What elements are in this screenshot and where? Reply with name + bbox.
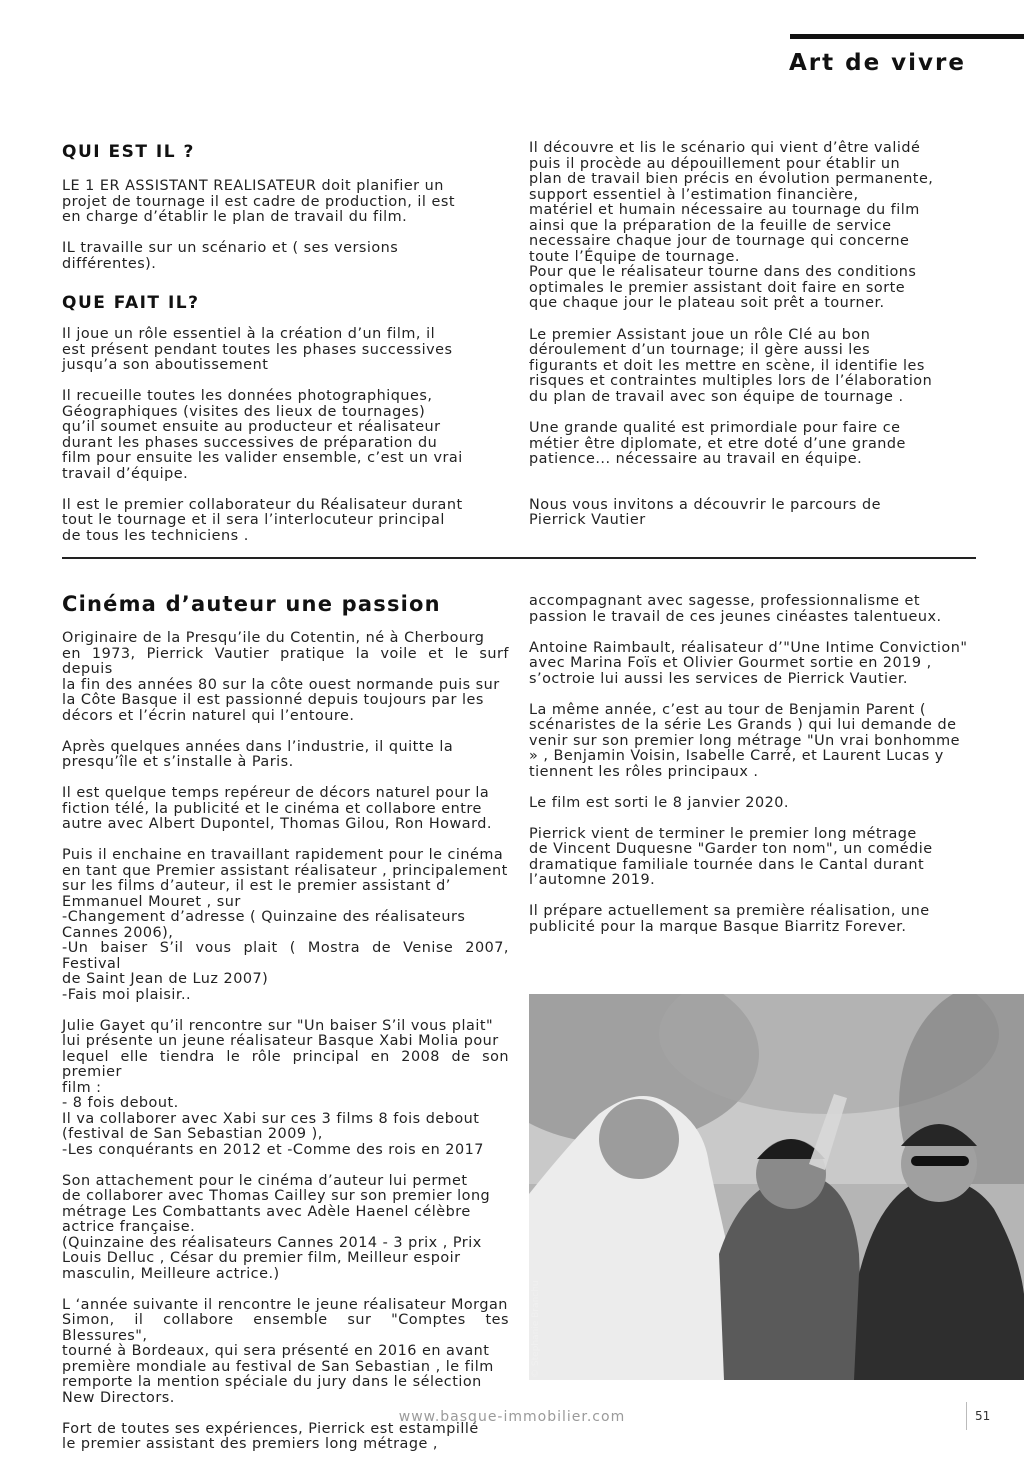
- paragraph: Puis il enchaine en travaillant rapidement pour le cinéma en tant que Premier assistant réalisateur , principalement sur les films d’auteur, il est le premier assistant d’ Emmanuel Mouret , sur -Changement d’adresse ( Quinzaine des réalisateurs Cannes 2006), -Un baiser S’il vous plait ( Mostra de Venise 2007, Festival de Saint Jean de Luz 2007) -Fais moi plaisir..: [62, 847, 509, 1003]
- paragraph: Après quelques années dans l’industrie, il quitte la presqu’île et s’installe à Paris.: [62, 738, 454, 770]
- paragraph: Il est quelque temps repéreur de décors naturel pour la fiction télé, la publicité et le cinéma et collabore entre autre avec Albert Dupontel, Thomas Gilou, Ron Howard.: [62, 785, 492, 832]
- article-right-column: [529, 594, 976, 951]
- paragraph: Il recueille toutes les données photographiques, Géographiques (visites des lieux de tournages) qu’il soumet ensuite au producteur et réalisateur durant les phases successives de préparation du film pour ensuite les valider ensemble, c’est un vrai travail d’équipe.: [62, 388, 463, 482]
- heading-que-fait-il: QUE FAIT IL?: [62, 293, 200, 313]
- paragraph: Son attachement pour le cinéma d’auteur lui permet de collaborer avec Thomas Cailley sur son premier long métrage Les Combattants avec Adèle Haenel célèbre actrice française. (Quinzaine des réalisateurs Cannes 2014 - 3 prix , Prix Louis Delluc , César du premier film, Meilleur espoir masculin, Meilleure actrice.): [62, 1172, 491, 1282]
- paragraph: accompagnant avec sagesse, professionnalisme et passion le travail de ces jeunes cinéastes talentueux.: [529, 593, 942, 625]
- article-left-column: [62, 631, 509, 1468]
- paragraph: Nous vous invitons a découvrir le parcours de Pierrick Vautier: [529, 496, 881, 528]
- paragraph: LE 1 ER ASSISTANT REALISATEUR doit planifier un projet de tournage il est cadre de production, il est en charge d’établir le plan de travail du film.: [62, 178, 455, 225]
- page-number: 51: [966, 1402, 996, 1430]
- section-title: Cinéma d’auteur une passion: [62, 592, 441, 616]
- paragraph: Originaire de la Presqu’ile du Cotentin, né à Cherbourg en 1973, Pierrick Vautier pratique la voile et le surf depuis la fin des années 80 sur la côte ouest normande puis sur la Côte Basque il est passionné depuis toujours par les décors et l’écrin naturel qui l’entoure.: [62, 630, 509, 724]
- photo-credit: © Stephanie Branchu: [531, 1280, 541, 1378]
- section-divider: [62, 557, 976, 559]
- paragraph: La même année, c’est au tour de Benjamin Parent ( scénaristes de la série Les Grands ) qui lui demande de venir sur son premier long métrage "Un vrai bonhomme » , Benjamin Voisin, Isabelle Carré, et Laurent Lucas y tiennent les rôles principaux .: [529, 701, 961, 780]
- paragraph: Une grande qualité est primordiale pour faire ce métier être diplomate, et etre doté d’une grande patience... nécessaire au travail en équipe.: [529, 420, 906, 467]
- paragraph: Pierrick vient de terminer le premier long métrage de Vincent Duquesne "Garder ton nom", un comédie dramatique familiale tournée dans le Cantal durant l’automne 2019.: [529, 825, 933, 888]
- header-rule: [790, 34, 1024, 39]
- footer-url: www.basque-immobilier.com: [398, 1409, 626, 1425]
- paragraph: Il joue un rôle essentiel à la création d’un film, il est présent pendant toutes les phases successives jusqu’a son aboutissement: [62, 326, 453, 373]
- paragraph: Le premier Assistant joue un rôle Clé au bon déroulement d’un tournage; il gère aussi les figurants et doit les mettre en scène, il identifie les risques et contraintes multiples lors de l’élaboration du plan de travail avec son équipe de tournage .: [529, 326, 933, 405]
- paragraph: Julie Gayet qu’il rencontre sur "Un baiser S’il vous plait" lui présente un jeune réalisateur Basque Xabi Molia pour lequel elle tiendra le rôle principal en 2008 de son premier film : - 8 fois debout. Il va collaborer avec Xabi sur ces 3 films 8 fois debout (festival de San Sebastian 2009 ), -Les conquérants en 2012 et -Comme des rois en 2017: [62, 1017, 509, 1158]
- paragraph: L ‘année suivante il rencontre le jeune réalisateur Morgan Simon, il collabore ensemble sur "Comptes tes Blessures", tourné à Bordeaux, qui sera présenté en 2016 en avant première mondiale au festival de San Sebastian , le film remporte la mention spéciale du jury dans le sélection New Directors.: [62, 1296, 509, 1406]
- paragraph: Il prépare actuellement sa première réalisation, une publicité pour la marque Basque Biarritz Forever.: [529, 903, 930, 935]
- paragraph: Pour que le réalisateur tourne dans des conditions optimales le premier assistant doit faire en sorte que chaque jour le plateau soit prêt a tourner.: [529, 264, 917, 311]
- heading-qui-est-il: QUI EST IL ?: [62, 142, 195, 162]
- paragraph: Fort de toutes ses expériences, Pierrick est estampillé le premier assistant des premiers long métrage ,: [62, 1420, 479, 1452]
- section-label: Art de vivre: [788, 50, 966, 76]
- film-set-photo: [529, 994, 1024, 1380]
- paragraph: Il est le premier collaborateur du Réalisateur durant tout le tournage et il sera l’interlocuteur principal de tous les techniciens .: [62, 496, 463, 544]
- intro-left-column: [62, 142, 509, 560]
- paragraph: Antoine Raimbault, réalisateur d’"Une Intime Conviction" avec Marina Foïs et Olivier Gourmet sortie en 2019 , s’octroie lui aussi les services de Pierrick Vautier.: [529, 639, 968, 687]
- paragraph: Il découvre et lis le scénario qui vient d’être validé puis il procède au dépouillement pour établir un plan de travail bien précis en évolution permanente, support essentiel à l’estimation financière, matériel et humain nécessaire au tournage du film ainsi que la préparation de la feuille de service necessaire chaque jour de tournage qui concerne toute l’Équipe de tournage.: [529, 140, 934, 265]
- intro-right-column: [529, 141, 976, 545]
- paragraph: Le film est sorti le 8 janvier 2020.: [529, 794, 789, 811]
- paragraph: IL travaille sur un scénario et ( ses versions différentes).: [62, 240, 399, 272]
